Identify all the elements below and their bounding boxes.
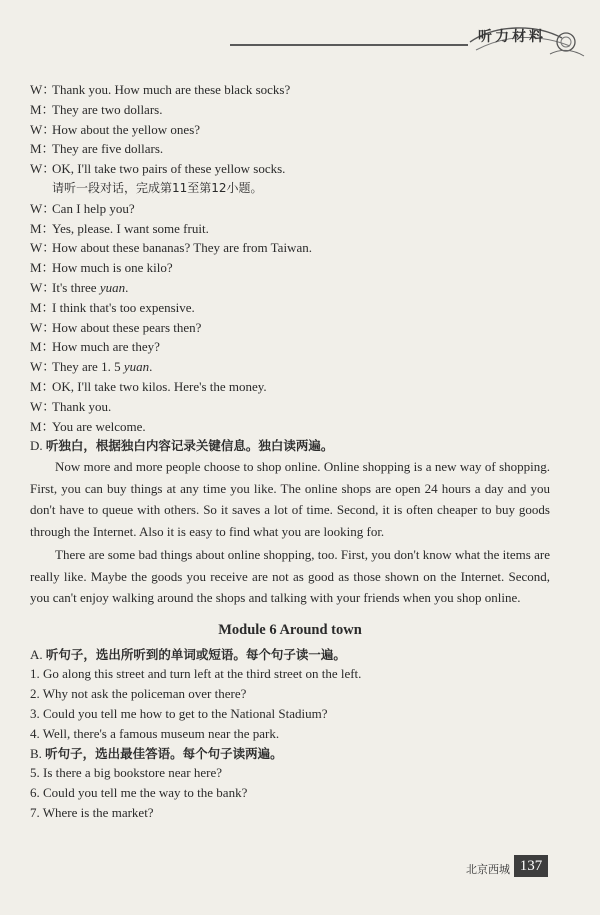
dialogue-line: [30, 120, 550, 140]
speaker-label: W：: [30, 319, 56, 335]
section-a-text: 听句子，选出所听到的单词或短语。每个句子读一遍。: [45, 646, 346, 662]
numbered-sentence: 6. Could you tell me the way to the bank?: [30, 785, 248, 801]
dialogue-text: How about these pears then?: [52, 319, 202, 335]
dialogue-line: [30, 357, 550, 377]
dialogue-text: Can I help you?: [52, 200, 135, 216]
dialogue-line: [30, 258, 550, 278]
dialogue-line: [30, 377, 550, 397]
numbered-sentence: 4. Well, there's a famous museum near the park.: [30, 725, 280, 741]
dialogue-text: They are 1. 5: [52, 359, 124, 375]
dialogue-line: [30, 80, 550, 100]
dialogue-text: They are five dollars.: [52, 141, 164, 157]
section-b-heading: [30, 744, 550, 764]
dialogue-text: OK, I'll take two pairs of these yellow socks.: [52, 161, 286, 177]
section-a-letter: A.: [30, 646, 46, 662]
speaker-label: W：: [30, 82, 56, 97]
dialogue-tail: .: [125, 279, 129, 295]
dialogue-text: I think that's too expensive.: [52, 299, 195, 315]
speaker-label: W：: [30, 279, 56, 295]
dialogue-line: [30, 100, 550, 120]
section-a-heading: [30, 645, 550, 665]
footer-region: 北京西城: [466, 863, 510, 876]
section-d-heading: [30, 436, 550, 456]
dialogue-text: Thank you.: [52, 398, 112, 414]
speaker-label: M：: [30, 141, 55, 157]
page-content: [30, 80, 550, 823]
section-b-text: 听句子，选出最佳答语。每个句子读两遍。: [45, 745, 283, 761]
numbered-sentence: 7. Where is the market?: [30, 805, 154, 821]
section-b-letter: B.: [30, 745, 46, 761]
speaker-label: M：: [30, 299, 55, 315]
monologue-paragraph-2: There are some bad things about online shopping, too. First, you don't know what the items are really like. Maybe the goods you receive are not as good as those shown on the Internet. Second, you can't enjoy walking around the shops and talking with your friends when you shop online.: [30, 547, 550, 606]
numbered-sentence: 2. Why not ask the policeman over there?: [30, 686, 247, 702]
dialogue-text: They are two dollars.: [52, 101, 163, 117]
section-b-items: [30, 763, 550, 822]
dialogue-text: How much are they?: [52, 339, 160, 355]
dialogue-text: You are welcome.: [52, 418, 146, 434]
speaker-label: W：: [30, 121, 56, 137]
header-title: 听力材料: [478, 29, 546, 45]
speaker-label: M：: [30, 339, 55, 355]
speaker-label: W：: [30, 240, 56, 256]
header-rule: [230, 44, 468, 46]
dialogue-line: [30, 417, 550, 437]
dialogue-line: [30, 278, 550, 298]
dialogue-text: How about the yellow ones?: [52, 121, 201, 137]
section-d-text: 听独白，根据独白内容记录关键信息。独白读两遍。: [45, 438, 334, 454]
dialogue-line: [30, 199, 550, 219]
dialogue-line: [30, 219, 550, 239]
numbered-sentence: 1. Go along this street and turn left at the third street on the left.: [30, 666, 362, 682]
page-number: 137: [514, 855, 548, 877]
dialogue-line: [30, 238, 550, 258]
dialogue-line: [30, 159, 550, 179]
dialogue-line: [30, 139, 550, 159]
dialogue-text: How about these bananas? They are from Taiwan.: [52, 240, 312, 256]
dialogue-text: It's three: [52, 279, 100, 295]
dialogue-text: OK, I'll take two kilos. Here's the money.: [52, 378, 267, 394]
dialogue-line: [30, 397, 550, 417]
dialogue-2: [30, 199, 550, 437]
dialogue-tail: .: [149, 359, 153, 375]
currency-word: yuan: [123, 359, 150, 375]
speaker-label: M：: [30, 418, 55, 434]
numbered-sentence: 3. Could you tell me how to get to the National Stadium?: [30, 706, 328, 722]
section-d-letter: D.: [30, 438, 46, 454]
speaker-label: M：: [30, 220, 55, 236]
dialogue-line: [30, 337, 550, 357]
dialogue-1: [30, 80, 550, 179]
section-a-items: [30, 664, 550, 743]
dialogue-text: Yes, please. I want some fruit.: [52, 220, 209, 236]
module-title: Module 6 Around town: [218, 621, 362, 638]
numbered-sentence: 5. Is there a big bookstore near here?: [30, 765, 223, 781]
speaker-label: W：: [30, 398, 56, 414]
speaker-label: W：: [30, 161, 56, 177]
speaker-label: M：: [30, 260, 55, 276]
instruction-11-12: 请听一段对话，完成第11至第12小题。: [52, 180, 263, 195]
speaker-label: M：: [30, 101, 55, 117]
speaker-label: W：: [30, 359, 56, 375]
dialogue-line: [30, 318, 550, 338]
dialogue-text: Thank you. How much are these black socks?: [52, 82, 291, 97]
speaker-label: M：: [30, 378, 55, 394]
monologue-paragraph-1: Now more and more people choose to shop online. Online shopping is a new way of shopping. First, you can buy things at any time you like. The online shops are open 24 hours a day and you don't have to queue with others. So it saves a lot of time. Second, it is often cheaper to buy goods through the Internet. Also it is easy to find what you are looking for.: [30, 459, 550, 539]
dialogue-text: How much is one kilo?: [52, 260, 173, 276]
speaker-label: W：: [30, 200, 56, 216]
currency-word: yuan: [99, 279, 126, 295]
dialogue-line: [30, 298, 550, 318]
